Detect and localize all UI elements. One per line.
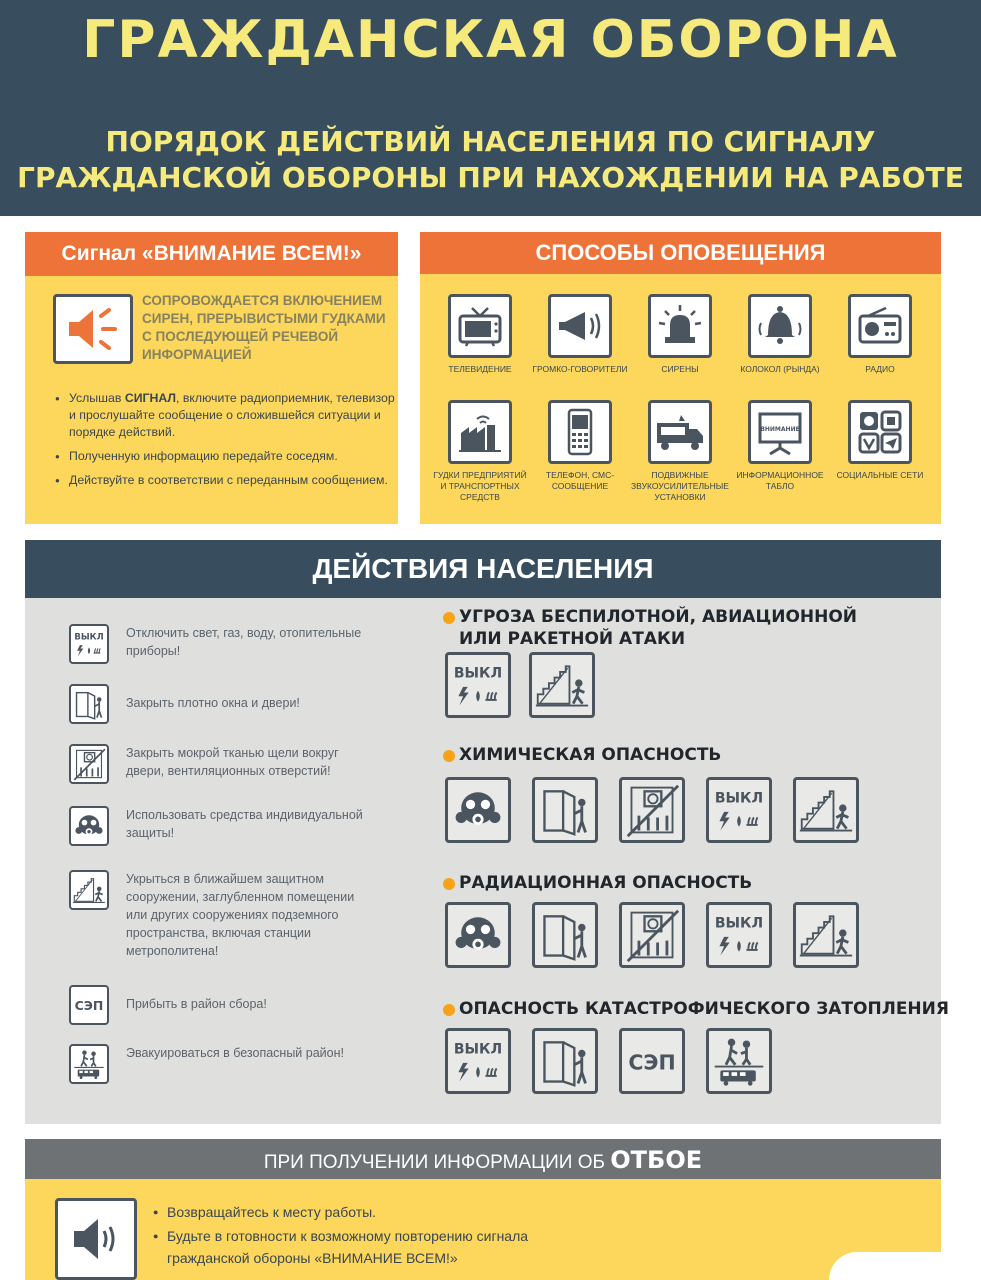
notify-board bbox=[730, 400, 830, 492]
notify-truck-label: ПОДВИЖНЫЕ ЗВУКОУСИЛИТЕЛЬНЫЕ УСТАНОВКИ bbox=[631, 470, 729, 502]
gas-mask-icon bbox=[445, 777, 511, 843]
signal-instruction-1: ● Услышав СИГНАЛ, включите радиоприемник, телевизор и прослушайте сообщение о сложившейся ситуации и порядке действий. bbox=[55, 390, 395, 441]
assembly-point-icon bbox=[619, 1028, 685, 1094]
all-clear-instruction-2: ● Будьте в готовности к возможному повторению сигнала гражданской обороны «ВНИМАНИЕ ВСЕМ!» bbox=[153, 1225, 528, 1269]
notification-methods-panel bbox=[420, 232, 941, 524]
siren-icon bbox=[648, 294, 712, 358]
seal-vents-icon bbox=[619, 902, 685, 968]
threat-air-attack bbox=[443, 606, 963, 716]
notify-factory-label: ГУДКИ ПРЕДПРИЯТИЙ И ТРАНСПОРТНЫХ СРЕДСТВ bbox=[433, 470, 527, 502]
notify-loudspeaker bbox=[530, 294, 630, 375]
notify-bell-label: КОЛОКОЛ (РЫНДА) bbox=[740, 364, 820, 374]
notify-loudspeaker-label: ГРОМКО-ГОВОРИТЕЛИ bbox=[532, 364, 628, 374]
power-off-icon bbox=[445, 1028, 511, 1094]
signal-description: СОПРОВОЖДАЕТСЯ ВКЛЮЧЕНИЕМ СИРЕН, ПРЕРЫВИСТЫМИ ГУДКАМИ С ПОСЛЕДУЮЩЕЙ РЕЧЕВОЙ ИНФОРМАЦИЕЙ bbox=[142, 293, 386, 362]
threat-radiation-title: РАДИАЦИОННАЯ ОПАСНОСТЬ bbox=[443, 872, 752, 894]
legend-assembly-point: Прибыть в район сбора! bbox=[69, 985, 399, 1025]
legend-shelter: Укрыться в ближайшем защитном сооружении, заглубленном помещении или других сооружениях подземного пространства, включая станции метрополитена! bbox=[69, 870, 399, 980]
seal-vents-icon bbox=[69, 744, 109, 784]
notify-social-label: СОЦИАЛЬНЫЕ СЕТИ bbox=[836, 470, 924, 480]
social-icon bbox=[848, 400, 912, 464]
signal-instructions bbox=[55, 390, 395, 496]
legend-evacuate: Эвакуироваться в безопасный район! bbox=[69, 1044, 399, 1084]
threat-air-attack-title: УГРОЗА БЕСПИЛОТНОЙ, АВИАЦИОННОЙ ИЛИ РАКЕТНОЙ АТАКИ bbox=[443, 606, 857, 650]
notify-phone-label: ТЕЛЕФОН, СМС-СООБЩЕНИЕ bbox=[545, 470, 615, 491]
threat-chemical bbox=[443, 744, 963, 854]
factory-icon bbox=[448, 400, 512, 464]
shelter-icon bbox=[529, 652, 595, 718]
speaker-icon bbox=[53, 294, 133, 364]
power-off-icon bbox=[706, 902, 772, 968]
page-title: ГРАЖДАНСКАЯ ОБОРОНА bbox=[82, 10, 899, 70]
seal-vents-icon bbox=[619, 777, 685, 843]
notify-truck bbox=[630, 400, 730, 503]
subtitle-line-2: ГРАЖДАНСКОЙ ОБОРОНЫ ПРИ НАХОЖДЕНИИ НА РАБОТЕ bbox=[17, 161, 964, 194]
legend-seal-vents: Закрыть мокрой тканью щели вокруг двери, вентиляционных отверстий! bbox=[69, 744, 399, 798]
legend-power-off: Отключить свет, газ, воду, отопительные приборы! bbox=[69, 624, 399, 664]
all-clear-panel bbox=[25, 1179, 941, 1280]
loudspeaker-icon bbox=[548, 294, 612, 358]
page-subtitle bbox=[0, 124, 981, 196]
board-icon bbox=[748, 400, 812, 464]
threat-chemical-title: ХИМИЧЕСКАЯ ОПАСНОСТЬ bbox=[443, 744, 721, 766]
signal-panel bbox=[25, 232, 398, 524]
signal-instruction-3: ● Действуйте в соответствии с переданным сообщением. bbox=[55, 472, 395, 489]
power-off-icon bbox=[445, 652, 511, 718]
close-doors-icon bbox=[69, 684, 109, 724]
gas-mask-icon bbox=[69, 806, 109, 846]
corner-decoration bbox=[829, 1252, 941, 1280]
svg-text:ВНИМАНИЕ: ВНИМАНИЕ bbox=[760, 426, 800, 433]
signal-instruction-2: ● Полученную информацию передайте соседям. bbox=[55, 448, 395, 465]
threat-flood bbox=[443, 998, 963, 1108]
notify-phone bbox=[530, 400, 630, 492]
phone-icon bbox=[548, 400, 612, 464]
actions-section bbox=[25, 540, 949, 1124]
notify-factory bbox=[430, 400, 530, 503]
actions-heading: ДЕЙСТВИЯ НАСЕЛЕНИЯ bbox=[25, 540, 941, 598]
truck-icon bbox=[648, 400, 712, 464]
shelter-icon bbox=[793, 777, 859, 843]
notify-tv-label: ТЕЛЕВИДЕНИЕ bbox=[448, 364, 512, 374]
notification-heading: СПОСОБЫ ОПОВЕЩЕНИЯ bbox=[420, 232, 941, 274]
all-clear-instruction-1: ● Возвращайтесь к месту работы. bbox=[153, 1201, 528, 1223]
legend-close-doors: Закрыть плотно окна и двери! bbox=[69, 684, 399, 724]
power-off-icon bbox=[706, 777, 772, 843]
close-doors-icon bbox=[532, 902, 598, 968]
notify-social bbox=[830, 400, 930, 481]
tv-icon bbox=[448, 294, 512, 358]
signal-heading: Сигнал «ВНИМАНИЕ ВСЕМ!» bbox=[25, 232, 398, 276]
legend-gas-mask: Использовать средства индивидуальной защиты! bbox=[69, 806, 399, 846]
subtitle-line-1: ПОРЯДОК ДЕЙСТВИЙ НАСЕЛЕНИЯ ПО СИГНАЛУ bbox=[105, 125, 876, 158]
threat-radiation bbox=[443, 872, 963, 982]
evacuate-icon bbox=[69, 1044, 109, 1084]
close-doors-icon bbox=[532, 1028, 598, 1094]
all-clear-instructions bbox=[153, 1201, 528, 1271]
close-doors-icon bbox=[532, 777, 598, 843]
notify-radio-label: РАДИО bbox=[865, 364, 895, 374]
notify-sirens bbox=[630, 294, 730, 375]
speaker-icon bbox=[55, 1198, 137, 1280]
notify-radio bbox=[830, 294, 930, 375]
notify-bell bbox=[730, 294, 830, 375]
page-header bbox=[0, 0, 981, 216]
threat-flood-title: ОПАСНОСТЬ КАТАСТРОФИЧЕСКОГО ЗАТОПЛЕНИЯ bbox=[443, 998, 949, 1020]
shelter-icon bbox=[69, 870, 109, 910]
evacuate-icon bbox=[706, 1028, 772, 1094]
assembly-point-icon bbox=[69, 985, 109, 1025]
power-off-icon bbox=[69, 624, 109, 664]
shelter-icon bbox=[793, 902, 859, 968]
notify-tv bbox=[430, 294, 530, 375]
notify-sirens-label: СИРЕНЫ bbox=[661, 364, 699, 374]
gas-mask-icon bbox=[445, 902, 511, 968]
radio-icon bbox=[848, 294, 912, 358]
bell-icon bbox=[748, 294, 812, 358]
notify-board-label: ИНФОРМАЦИОННОЕ ТАБЛО bbox=[736, 470, 824, 491]
all-clear-heading: ПРИ ПОЛУЧЕНИИ ИНФОРМАЦИИ ОБ ОТБОЕ bbox=[25, 1139, 941, 1179]
